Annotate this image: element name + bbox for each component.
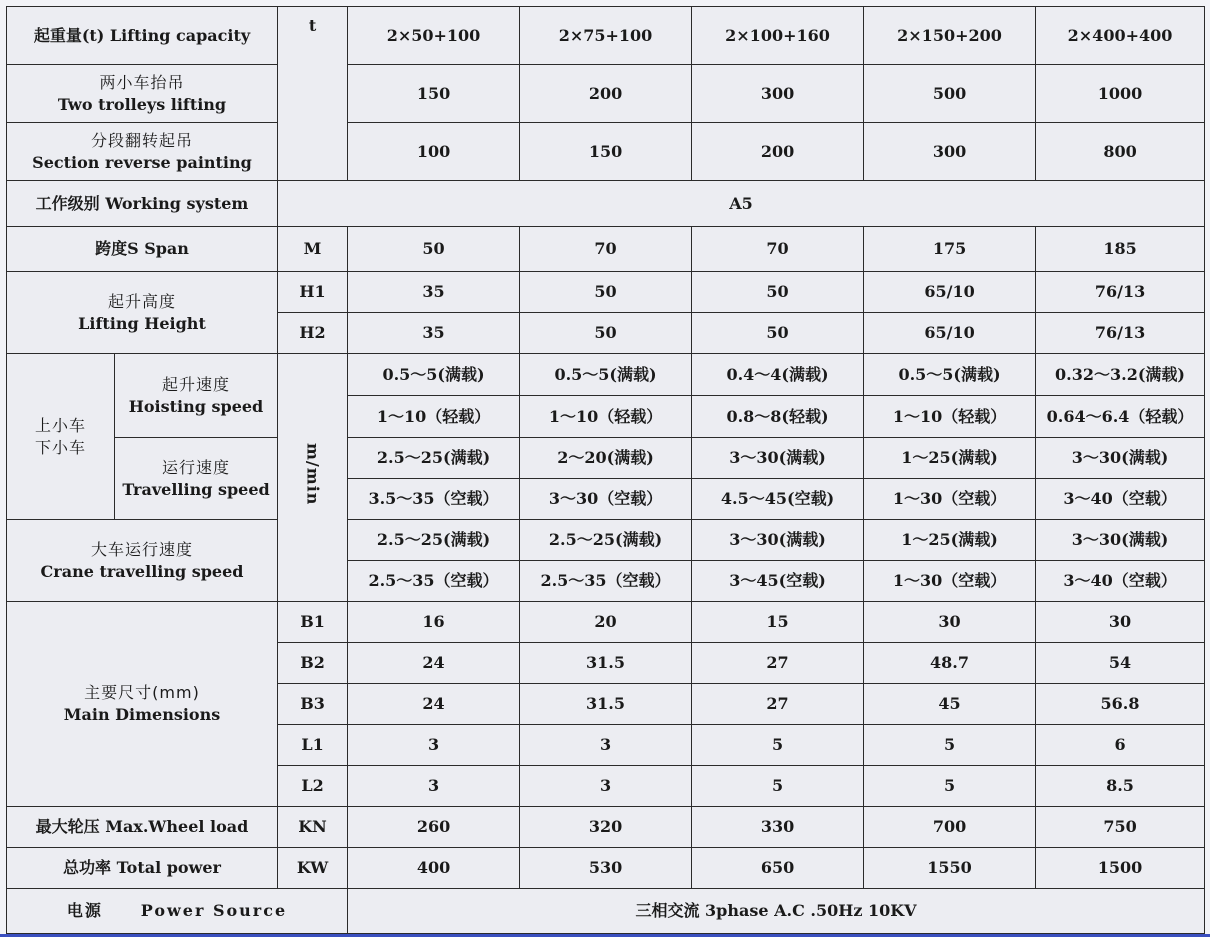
crane-travelling-cn: 大车运行速度: [91, 539, 194, 559]
table-cell: 35: [348, 313, 520, 354]
table-cell: 30: [864, 602, 1036, 643]
table-cell: 70: [692, 227, 864, 272]
table-cell: 175: [864, 227, 1036, 272]
table-cell: 50: [692, 313, 864, 354]
table-cell: 530: [520, 848, 692, 889]
column-header: 2×50+100: [348, 7, 520, 65]
table-cell: 76/13: [1036, 313, 1205, 354]
table-cell: 0.32～3.2(满载): [1036, 354, 1205, 396]
table-cell: 100: [348, 123, 520, 181]
travelling-speed-row: [7, 438, 1205, 479]
table-cell: 3～30(满载): [692, 520, 864, 561]
two-trolleys-label: [7, 65, 278, 123]
table-cell: 800: [1036, 123, 1205, 181]
table-cell: 3～40（空载）: [1036, 479, 1205, 520]
table-cell: 3～30(满载): [1036, 520, 1205, 561]
max-wheel-load-label: 最大轮压 Max.Wheel load: [7, 807, 278, 848]
dimension-unit: L1: [278, 725, 348, 766]
table-cell: 2.5～35（空载）: [348, 561, 520, 602]
table-cell: 150: [520, 123, 692, 181]
lifting-height-en: Lifting Height: [78, 313, 206, 333]
table-cell: 65/10: [864, 272, 1036, 313]
hoisting-speed-label: [115, 354, 278, 438]
total-power-row: [7, 848, 1205, 889]
span-unit: M: [278, 227, 348, 272]
working-system-value: A5: [278, 181, 1205, 227]
travelling-speed-en: Travelling speed: [122, 479, 270, 499]
table-cell: 31.5: [520, 684, 692, 725]
table-cell: 50: [348, 227, 520, 272]
table-cell: 200: [520, 65, 692, 123]
table-cell: 3: [348, 725, 520, 766]
table-cell: 330: [692, 807, 864, 848]
table-cell: 1～10（轻载）: [520, 396, 692, 438]
two-trolleys-en: Two trolleys lifting: [57, 94, 227, 114]
table-cell: 3～30(满载): [692, 438, 864, 479]
table-cell: 2.5～25(满载): [520, 520, 692, 561]
table-cell: 3～45(空载): [692, 561, 864, 602]
power-source-row: [7, 889, 1205, 934]
power-source-label: [7, 889, 348, 934]
two-trolleys-cn: 两小车抬吊: [99, 72, 185, 92]
dimension-unit: B2: [278, 643, 348, 684]
table-cell: 2.5～25(满载): [348, 438, 520, 479]
crane-travelling-en: Crane travelling speed: [40, 561, 244, 581]
table-cell: 1～25(满载): [864, 438, 1036, 479]
table-cell: 15: [692, 602, 864, 643]
lifting-height-unit: H2: [278, 313, 348, 354]
max-wheel-load-unit: KN: [278, 807, 348, 848]
table-cell: 56.8: [1036, 684, 1205, 725]
table-cell: 1～30（空载）: [864, 561, 1036, 602]
table-cell: 8.5: [1036, 766, 1205, 807]
lifting-height-cn: 起升高度: [108, 291, 177, 311]
column-header: 2×400+400: [1036, 7, 1205, 65]
table-cell: 20: [520, 602, 692, 643]
section-reverse-row: [7, 123, 1205, 181]
table-cell: 76/13: [1036, 272, 1205, 313]
travelling-speed-cn: 运行速度: [162, 457, 231, 477]
table-cell: 31.5: [520, 643, 692, 684]
dimension-unit: B1: [278, 602, 348, 643]
table-cell: 5: [864, 766, 1036, 807]
lifting-height-unit: H1: [278, 272, 348, 313]
section-reverse-label: [7, 123, 278, 181]
table-cell: 3: [520, 725, 692, 766]
table-cell: 3: [348, 766, 520, 807]
table-cell: 4.5～45(空载): [692, 479, 864, 520]
total-power-label: 总功率 Total power: [7, 848, 278, 889]
table-cell: 1～10（轻载）: [864, 396, 1036, 438]
hoisting-speed-en: Hoisting speed: [128, 396, 264, 416]
table-cell: 54: [1036, 643, 1205, 684]
crane-travelling-label: [7, 520, 278, 602]
main-dimensions-label: [7, 602, 278, 807]
table-cell: 3.5～35（空载）: [348, 479, 520, 520]
table-cell: 185: [1036, 227, 1205, 272]
table-cell: 5: [864, 725, 1036, 766]
hoisting-speed-cn: 起升速度: [162, 374, 231, 394]
span-row: [7, 227, 1205, 272]
table-cell: 6: [1036, 725, 1205, 766]
table-cell: 1550: [864, 848, 1036, 889]
capacity-row: [7, 7, 1205, 65]
table-cell: 1～25(满载): [864, 520, 1036, 561]
table-cell: 300: [692, 65, 864, 123]
table-cell: 400: [348, 848, 520, 889]
hoisting-speed-row: [7, 354, 1205, 396]
two-trolleys-row: [7, 65, 1205, 123]
table-cell: 0.4～4(满载): [692, 354, 864, 396]
working-system-label: 工作级别 Working system: [7, 181, 278, 227]
speed-unit: m/min: [303, 443, 323, 506]
table-cell: 50: [520, 272, 692, 313]
spec-sheet: [6, 6, 1204, 934]
table-cell: 0.5～5(满载): [864, 354, 1036, 396]
table-cell: 320: [520, 807, 692, 848]
total-power-unit: KW: [278, 848, 348, 889]
dimension-unit: B3: [278, 684, 348, 725]
table-cell: 3: [520, 766, 692, 807]
table-cell: 50: [520, 313, 692, 354]
table-cell: 24: [348, 643, 520, 684]
main-dimensions-row: [7, 602, 1205, 643]
table-cell: 700: [864, 807, 1036, 848]
speed-unit-cell: [278, 354, 348, 602]
table-cell: 0.64～6.4（轻载）: [1036, 396, 1205, 438]
table-cell: 3～30（空载）: [520, 479, 692, 520]
table-cell: 2.5～35（空载）: [520, 561, 692, 602]
table-cell: 5: [692, 766, 864, 807]
capacity-unit: t: [278, 7, 348, 181]
trolley-group-label: [7, 354, 115, 520]
lifting-height-label: [7, 272, 278, 354]
capacity-label: 起重量(t) Lifting capacity: [7, 7, 278, 65]
table-cell: 3～30(满载): [1036, 438, 1205, 479]
table-cell: 3～40（空载）: [1036, 561, 1205, 602]
trolley-group-cn-upper: 上小车: [34, 415, 86, 435]
dimension-unit: L2: [278, 766, 348, 807]
table-cell: 750: [1036, 807, 1205, 848]
table-cell: 300: [864, 123, 1036, 181]
table-cell: 50: [692, 272, 864, 313]
table-cell: 200: [692, 123, 864, 181]
table-cell: 16: [348, 602, 520, 643]
power-source-value: 三相交流 3phase A.C .50Hz 10KV: [348, 889, 1205, 934]
table-cell: 35: [348, 272, 520, 313]
table-cell: 24: [348, 684, 520, 725]
table-cell: 27: [692, 684, 864, 725]
table-cell: 0.8～8(轻载): [692, 396, 864, 438]
table-cell: 1～10（轻载）: [348, 396, 520, 438]
table-cell: 0.5～5(满载): [348, 354, 520, 396]
table-cell: 500: [864, 65, 1036, 123]
specification-table: [6, 6, 1205, 934]
table-cell: 5: [692, 725, 864, 766]
table-cell: 1500: [1036, 848, 1205, 889]
table-cell: 650: [692, 848, 864, 889]
table-cell: 2.5～25(满载): [348, 520, 520, 561]
table-cell: 48.7: [864, 643, 1036, 684]
table-cell: 65/10: [864, 313, 1036, 354]
table-cell: 45: [864, 684, 1036, 725]
power-source-en: Power Source: [140, 901, 288, 921]
table-cell: 70: [520, 227, 692, 272]
column-header: 2×100+160: [692, 7, 864, 65]
section-reverse-en: Section reverse painting: [32, 152, 252, 172]
table-cell: 0.5～5(满载): [520, 354, 692, 396]
table-cell: 2～20(满载): [520, 438, 692, 479]
working-system-row: [7, 181, 1205, 227]
crane-travelling-row: [7, 520, 1205, 561]
table-cell: 27: [692, 643, 864, 684]
table-cell: 1～30（空载）: [864, 479, 1036, 520]
table-cell: 150: [348, 65, 520, 123]
column-header: 2×150+200: [864, 7, 1036, 65]
main-dimensions-en: Main Dimensions: [63, 705, 221, 724]
table-cell: 1000: [1036, 65, 1205, 123]
column-header: 2×75+100: [520, 7, 692, 65]
travelling-speed-label: [115, 438, 278, 520]
main-dimensions-cn: 主要尺寸(mm): [84, 683, 200, 703]
lifting-height-row: [7, 272, 1205, 313]
power-source-cn: 电源: [66, 901, 103, 921]
section-reverse-cn: 分段翻转起吊: [91, 130, 194, 150]
table-cell: 30: [1036, 602, 1205, 643]
span-label: 跨度S Span: [7, 227, 278, 272]
max-wheel-load-row: [7, 807, 1205, 848]
table-cell: 260: [348, 807, 520, 848]
trolley-group-cn-lower: 下小车: [34, 437, 86, 457]
